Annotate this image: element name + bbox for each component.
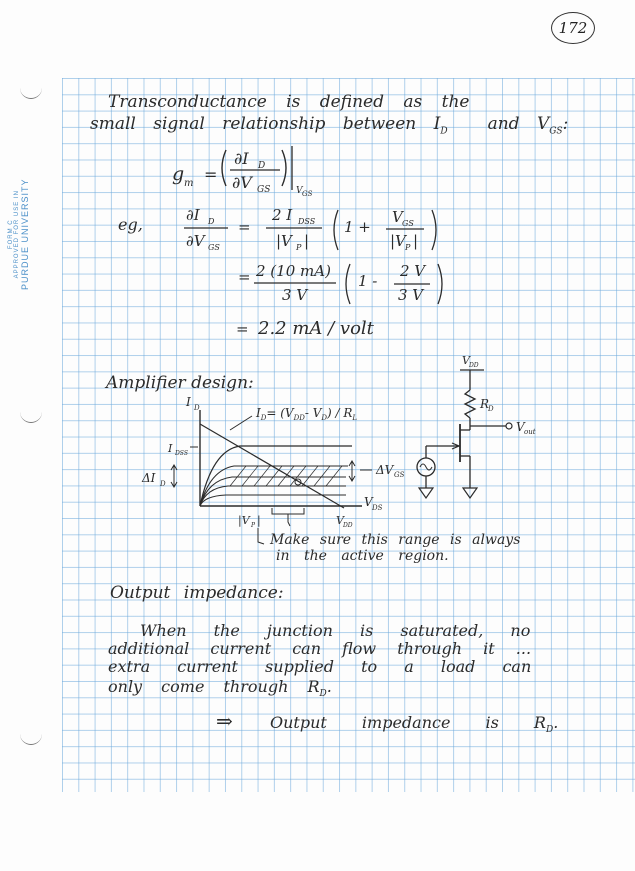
- line2-end: and V: [487, 114, 550, 134]
- load-line-sub3: D: [321, 414, 327, 422]
- circuit-vdd-sub: DD: [469, 362, 479, 369]
- output-para-line-3: extra current supplied to a load can: [108, 657, 532, 676]
- eg-paren-left: [334, 210, 338, 250]
- eg-paren-one: 1 +: [344, 218, 371, 236]
- source-ground: [463, 488, 477, 498]
- eg-line2-den: 3 V: [282, 286, 308, 304]
- amplifier-heading: Amplifier design:: [106, 373, 254, 393]
- gm-num: ∂I: [234, 149, 249, 168]
- eg-paren-num-sub: GS: [402, 219, 414, 228]
- eg-lhs-num-sub: D: [208, 217, 215, 226]
- eg-rhs-den-sub: P: [296, 243, 302, 252]
- note-line-2: in the active region.: [276, 548, 449, 564]
- curve-idss: [200, 446, 352, 506]
- load-line-rest3: ) / R: [327, 406, 353, 420]
- para-line-4-end: .: [326, 677, 332, 696]
- conclusion-sub: D: [545, 725, 554, 735]
- output-impedance-heading: Output impedance:: [110, 583, 284, 603]
- stamp-form: FORM C: [8, 219, 14, 250]
- eg-eq-3: =: [236, 320, 249, 338]
- eg-rhs-num-sub: DSS: [298, 217, 316, 226]
- eg-line2-paren-den: 3 V: [398, 286, 424, 304]
- graph-x-label: V: [364, 495, 373, 509]
- output-para-line-4: [108, 677, 332, 699]
- output-para-line-1: When the junction is saturated, no: [140, 621, 531, 640]
- implies-arrow-icon: ⇒: [216, 709, 233, 733]
- gm-paren-left: [222, 150, 226, 186]
- note-hook: [258, 528, 264, 544]
- load-line-i-sub: D: [260, 414, 267, 422]
- eg-line2-num: 2 (10 mA): [256, 262, 331, 280]
- circuit-rd-sub: D: [488, 405, 494, 413]
- eg-lhs-den: ∂V: [186, 232, 205, 250]
- rd-resistor: [465, 390, 475, 418]
- output-conclusion: [270, 713, 558, 735]
- line2-end-sub: GS: [549, 126, 563, 137]
- delta-vgs-label-sub: GS: [394, 471, 405, 479]
- graph-x-label-sub: DS: [372, 504, 383, 512]
- gm-paren-right: [282, 150, 286, 186]
- delta-id-label-sub: D: [160, 480, 166, 488]
- delta-id-label: ΔI: [142, 471, 156, 485]
- gm-eq: =: [204, 165, 218, 184]
- line2-text: small signal relationship between I: [90, 114, 441, 134]
- vdd-tick-label: V: [336, 514, 344, 527]
- circuit-rd-label: R: [480, 397, 490, 411]
- eg-eq-1: =: [238, 218, 251, 236]
- page-number: 172: [551, 12, 595, 44]
- idss-label-sub: DSS: [175, 450, 188, 457]
- circuit-vdd-label: V: [462, 354, 470, 367]
- output-para-line-2: additional current can flow through it ...: [108, 639, 532, 658]
- gm-den-sub: GS: [257, 185, 271, 195]
- ac-sine-icon: [420, 464, 432, 470]
- active-band-hatching: [230, 466, 342, 486]
- range-pointer: [288, 514, 290, 526]
- conclusion-text: Output impedance is R: [270, 713, 546, 732]
- load-line-sub4: L: [352, 414, 358, 422]
- load-line-sub2: DD: [293, 414, 305, 422]
- stamp-approved: APPROVED FOR USE IN: [14, 190, 20, 279]
- eg-rhs-num: 2 I: [272, 206, 293, 224]
- eg-result: 2.2 mA / volt: [258, 318, 374, 339]
- gm-num-sub: D: [258, 161, 266, 171]
- eg-paren-right: [432, 210, 436, 250]
- vdd-tick-label-sub: DD: [343, 522, 353, 529]
- gm-label: g: [172, 163, 185, 185]
- load-line-i: I: [256, 406, 261, 420]
- eg-paren-num: V: [392, 208, 403, 226]
- para-line-4-sub: D: [319, 689, 327, 699]
- eg-paren-den: |V: [390, 232, 406, 250]
- para-line-4-text: only come through R: [108, 677, 320, 696]
- load-line-eq: [255, 406, 357, 422]
- range-bracket: [272, 508, 304, 514]
- gm-eval-subsub: GS: [302, 190, 313, 198]
- eg-line2-paren-one: 1 -: [358, 272, 378, 290]
- eg-paren-den-end: |: [413, 232, 419, 250]
- colon: :: [562, 114, 569, 134]
- load-line-pointer: [230, 416, 252, 430]
- graph-y-label: I: [186, 395, 191, 409]
- conclusion-end: .: [553, 713, 559, 732]
- eg-line2-paren-left: [346, 264, 350, 304]
- vp-tick-label-sub: P: [251, 522, 256, 529]
- circuit-vout-label: V: [516, 420, 525, 434]
- eg-label: eg,: [118, 215, 143, 234]
- circuit-vout-sub: out: [524, 428, 536, 436]
- gate-ground: [419, 488, 433, 498]
- graph-y-label-sub: D: [194, 404, 200, 412]
- load-line-rest2: - V: [304, 406, 322, 420]
- transconductance-line-1: Transconductance is defined as the: [108, 92, 470, 112]
- curve-3: [200, 477, 346, 506]
- eg-line2-paren-num: 2 V: [400, 262, 426, 280]
- gm-sub: m: [184, 178, 194, 189]
- gm-eval-sub: V: [296, 186, 303, 196]
- eg-rhs-den: |V: [276, 232, 292, 250]
- line2-sub: D: [440, 126, 448, 137]
- delta-vgs-label: ΔV: [376, 463, 394, 477]
- eg-lhs-num: ∂I: [186, 206, 200, 224]
- note-line-1: Make sure this range is always: [270, 532, 521, 548]
- eg-paren-den-sub: P: [405, 243, 411, 252]
- output-terminal: [506, 423, 512, 429]
- vp-tick-label: |V: [238, 514, 250, 527]
- vp-tick-label-end: |: [257, 514, 261, 527]
- load-line-rest: = (V: [266, 406, 294, 420]
- eg-line2-paren-right: [438, 264, 442, 304]
- eg-lhs-den-sub: GS: [208, 243, 220, 252]
- stamp-university: PURDUE UNIVERSITY: [20, 178, 30, 290]
- gm-den: ∂V: [232, 173, 252, 192]
- eg-eq-2: =: [238, 268, 251, 286]
- idss-label: I: [168, 442, 173, 455]
- eg-rhs-den-end: |: [304, 232, 310, 250]
